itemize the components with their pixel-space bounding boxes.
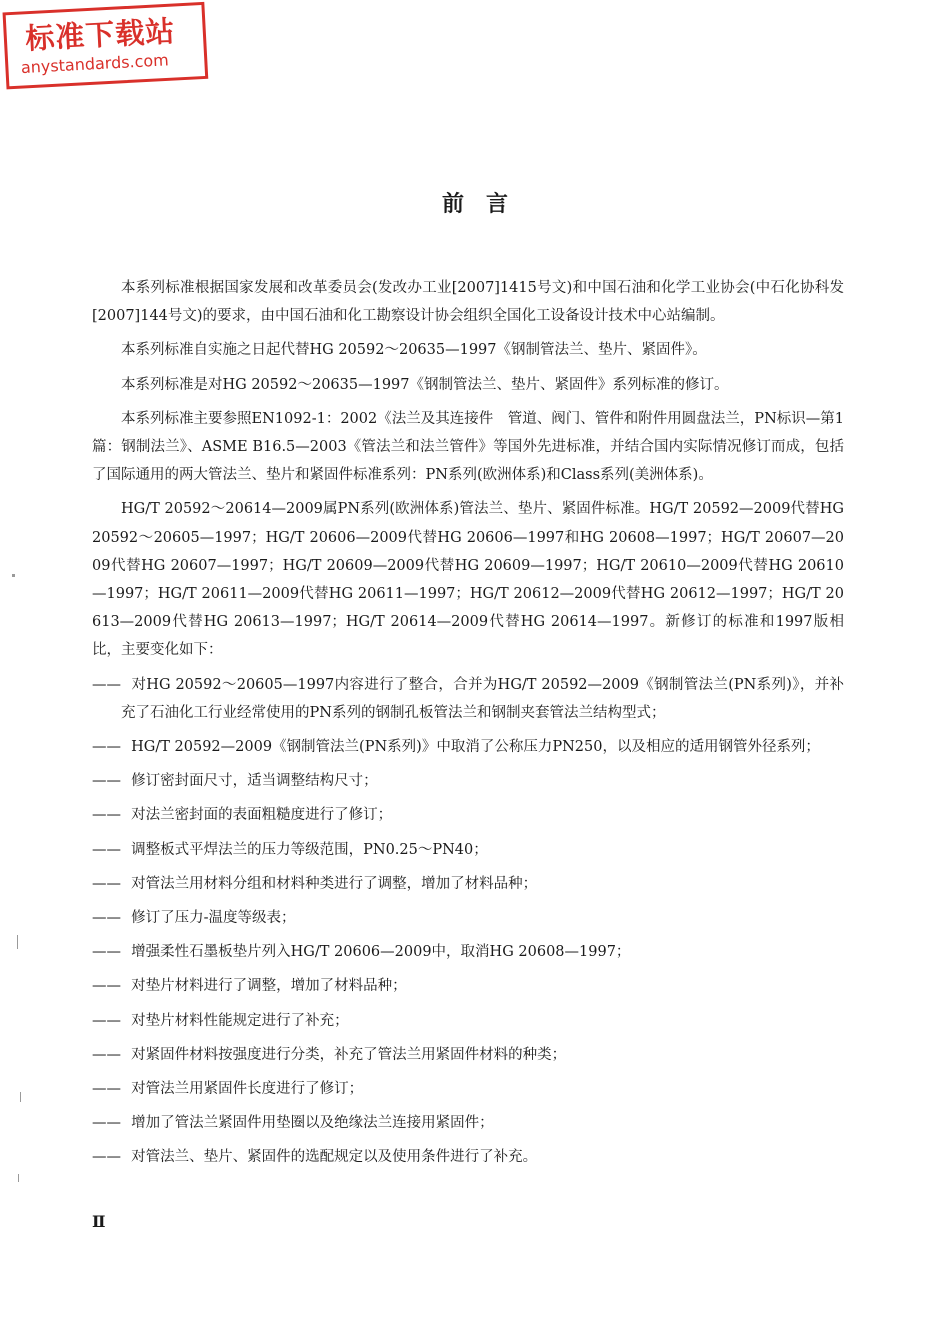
scan-speck — [18, 1174, 19, 1182]
list-dash: —— — [92, 773, 121, 790]
document-body — [92, 274, 844, 1178]
paragraph: 本系列标准是对HG 20592～20635—1997《钢制管法兰、垫片、紧固件》系列标准的修订。 — [121, 376, 729, 393]
list-dash: —— — [92, 1012, 121, 1029]
list-item — [92, 1007, 844, 1035]
list-item-text: 对管法兰、垫片、紧固件的选配规定以及使用条件进行了补充。 — [131, 1149, 538, 1166]
list-item-text: 修订密封面尺寸，适当调整结构尺寸； — [131, 773, 378, 790]
list-item-text: 对紧固件材料按强度进行分类，补充了管法兰用紧固件材料的种类； — [131, 1046, 567, 1063]
list-item-text: 调整板式平焊法兰的压力等级范围，PN0.25～PN40； — [131, 841, 488, 858]
list-item — [92, 972, 844, 1000]
watermark-stamp — [2, 1, 209, 90]
list-item — [92, 938, 844, 966]
list-dash: —— — [92, 1081, 121, 1098]
list-dash: —— — [92, 1149, 121, 1166]
watermark-url: anystandards.com — [20, 50, 170, 78]
list-item-text: 修订了压力-温度等级表； — [131, 910, 296, 927]
list-item-text: 对垫片材料性能规定进行了补充； — [131, 1012, 349, 1029]
change-list — [92, 671, 844, 1172]
list-item-text: 对管法兰用材料分组和材料种类进行了调整，增加了材料品种； — [131, 875, 538, 892]
list-item — [92, 904, 844, 932]
list-item — [92, 767, 844, 795]
list-item — [92, 1041, 844, 1069]
page-number: Ⅱ — [92, 1212, 106, 1231]
page-title: 前 言 — [441, 192, 508, 217]
list-dash: —— — [92, 1046, 121, 1063]
list-item — [92, 1143, 844, 1171]
list-dash: —— — [92, 841, 121, 858]
list-item — [92, 1109, 844, 1137]
paragraph: 本系列标准主要参照EN1092-1：2002《法兰及其连接件 管道、阀门、管件和附件用圆盘法兰，PN标识—第1篇：钢制法兰》、ASME B16.5—2003《管法兰和法兰管件》等国外先进标准，并结合国内实际情况修订而成，包括了国际通用的两大管法兰、垫片和紧固件标准系列：PN系列(欧洲体系)和Class系列(美洲体系)。 — [92, 410, 844, 484]
list-dash: —— — [92, 944, 121, 961]
list-item-text: 增强柔性石墨板垫片列入HG/T 20606—2009中，取消HG 20608—1997； — [131, 944, 631, 961]
paragraph: 本系列标准自实施之日起代替HG 20592～20635—1997《钢制管法兰、垫片、紧固件》。 — [121, 342, 707, 359]
list-item — [92, 870, 844, 898]
list-item-text: 对法兰密封面的表面粗糙度进行了修订； — [131, 807, 393, 824]
paragraph: 本系列标准根据国家发展和改革委员会(发改办工业[2007]1415号文)和中国石油和化学工业协会(中石化协科发[2007]144号文)的要求，由中国石油和化工勘察设计协会组织全国化工设备设计技术中心站编制。 — [92, 280, 844, 325]
list-item-text: 增加了管法兰紧固件用垫圈以及绝缘法兰连接用紧固件； — [131, 1115, 494, 1132]
list-item — [92, 801, 844, 829]
scan-speck — [20, 1092, 21, 1102]
list-item — [92, 671, 844, 727]
scan-speck — [17, 935, 18, 949]
list-item-text: 对管法兰用紧固件长度进行了修订； — [131, 1081, 364, 1098]
list-item-text: 对垫片材料进行了调整，增加了材料品种； — [131, 978, 407, 995]
list-dash: —— — [92, 978, 121, 995]
list-dash: —— — [92, 739, 121, 756]
list-item — [92, 836, 844, 864]
paragraph: HG/T 20592～20614—2009属PN系列(欧洲体系)管法兰、垫片、紧固件标准。HG/T 20592—2009代替HG 20592～20605—1997；HG/T 20606—2009代替HG 20606—1997和HG 20608—1997；HG/T 20607—2009代替HG 20607—1997；HG/T 20609—2009代替HG 20609—1997；HG/T 20610—2009代替HG 20610—1997；HG/T 20611—2009代替HG 20611—1997；HG/T 20612—2009代替HG 20612—1997；HG/T 20613—2009代替HG 20613—1997；HG/T 20614—2009代替HG 20614—1997。新修订的标准和1997版相比，主要变化如下： — [92, 501, 844, 659]
list-dash: —— — [92, 807, 121, 824]
list-dash: —— — [92, 1115, 121, 1132]
list-dash: —— — [92, 875, 121, 892]
list-item — [92, 733, 844, 761]
watermark-name: 标准下载站 — [24, 13, 177, 56]
list-item — [92, 1075, 844, 1103]
scan-speck — [12, 574, 15, 577]
list-dash: —— — [92, 676, 121, 693]
list-dash: —— — [92, 910, 121, 927]
list-item-text: 对HG 20592～20605—1997内容进行了整合，合并为HG/T 20592—2009《钢制管法兰(PN系列)》，并补充了石油化工行业经常使用的PN系列的钢制孔板管法兰和钢制夹套管法兰结构型式； — [121, 676, 844, 721]
list-item-text: HG/T 20592—2009《钢制管法兰(PN系列)》中取消了公称压力PN250，以及相应的适用钢管外径系列； — [131, 739, 820, 756]
